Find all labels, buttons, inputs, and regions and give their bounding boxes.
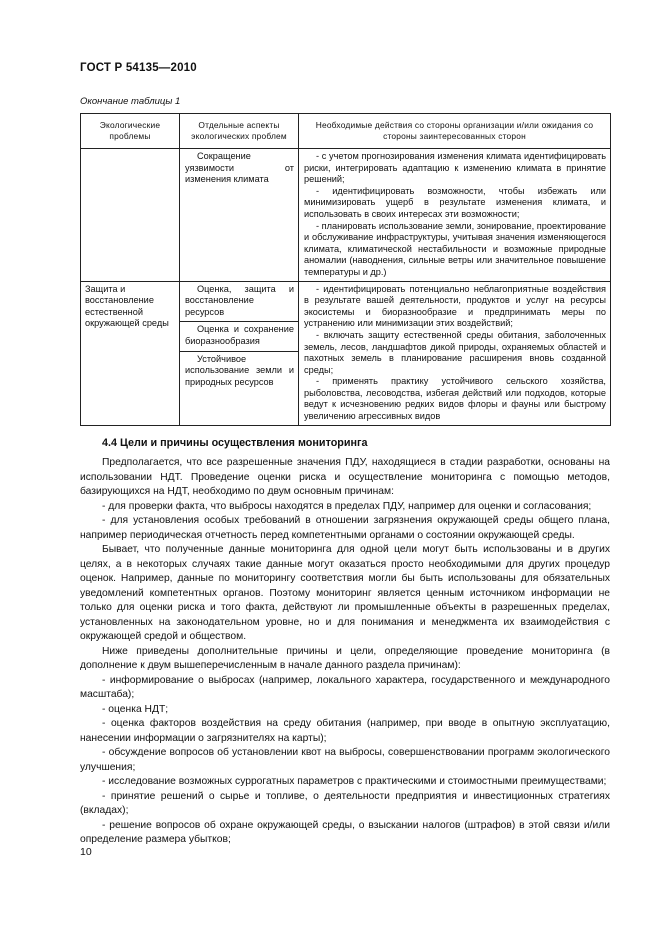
table-header-row: [81, 114, 611, 149]
paragraph: - оценка НДТ;: [102, 703, 169, 715]
environment-table: [80, 113, 611, 426]
section-body: [80, 456, 610, 848]
problem-cell: [81, 149, 180, 282]
actions-cell: [299, 281, 611, 425]
paragraph: - информирование о выбросах (например, локального характера, государственного и международного масштаба);: [80, 674, 610, 700]
action-item: - применять практику устойчивого сельского хозяйства, рыболовства, лесоводства, избегая действий или подходов, которые ведут к исчезновению редких видов флоры и фауны или быстрому увеличению агрессивных видов: [304, 376, 606, 422]
paragraph: - для проверки факта, что выбросы находятся в пределах ПДУ, например для оценки и согласования;: [102, 500, 592, 512]
header-problems: Экологические проблемы: [81, 114, 180, 149]
aspects-cell: [180, 149, 299, 282]
paragraph: - для установления особых требований в отношении загрязнения окружающей среды общего плана, например периодическая отчетность перед компетентными органами о состоянии окружающей среды.: [80, 515, 610, 541]
aspect-item: Оценка и сохранение биоразнообразия: [180, 322, 298, 351]
paragraph: - обсуждение вопросов об установлении квот на выбросы, совершенствовании программ экологического улучшения;: [80, 747, 610, 773]
action-item: - включать защиту естественной среды обитания, заболоченных земель, лесов, ландшафтов дикой природы, охраняемых областей и пахотных земель в планирование расширения вновь созданной среды;: [304, 329, 606, 375]
paragraph: - принятие решений о сырье и топливе, о деятельности предприятия и инвестиционных стратегиях (вкладах);: [80, 790, 610, 816]
action-item: - с учетом прогнозирования изменения климата идентифицировать риски, интегрировать адаптацию к изменению климата в принятие решений;: [304, 151, 606, 185]
paragraph: Ниже приведены дополнительные причины и цели, определяющие проведение мониторинга (в дополнение к двум вышеперечисленным в начале данного раздела причинам):: [80, 645, 610, 671]
paragraph: Бывает, что полученные данные мониторинга для одной цели могут быть использованы и в других целях, а в некоторых случаях такие данные могут оказаться просто необходимыми для других процедур оценок. Например, данные по мониторингу соответствия могли бы быть использованы для обязательных уведомлений компетентных органов. Поэтому мониторинг является ценным источником информации не только для оценки риска и того факта, действуют ли промышленные объекты в разрешенных пределах, установленных на законодательном уровне, но и для понимания и менеджмента их взаимодействия с окружающей средой и обществом.: [80, 544, 610, 642]
action-item: - идентифицировать потенциально неблагоприятные воздействия в результате вашей деятельности, продуктов и услуг на ресурсы экосистемы и биоразнообразие и предпринимать меры по устранению или минимизации этих воздействий;: [304, 283, 606, 329]
paragraph: - оценка факторов воздействия на среду обитания (например, при вводе в опытную эксплуатацию, нанесении информации о загрязнителях на карты);: [80, 718, 610, 744]
page-number: 10: [80, 846, 92, 858]
paragraph: Предполагается, что все разрешенные значения ПДУ, находящиеся в стадии разработки, основаны на использовании НДТ. Проведение оценки риска и осуществление мониторинга с помощью методов, базирующихся на НДТ, необходимо по двум основным причинам:: [80, 457, 610, 497]
problem-cell: Защита и восстановление естественной окружающей среды: [81, 281, 180, 425]
header-actions: Необходимые действия со стороны организации и/или ожидания со стороны заинтересованных сторон: [299, 114, 611, 149]
table-caption: Окончание таблицы 1: [80, 96, 181, 107]
aspects-cell: [180, 281, 299, 425]
paragraph: - исследование возможных суррогатных параметров с практическими и стоимостными преимуществами;: [102, 776, 607, 787]
actions-cell: [299, 149, 611, 282]
action-item: - планировать использование земли, зонирование, проектирование и обслуживание инфраструктуры, учитывая значения изменяющегося климата, климатической нестабильности и возможные природные аномалии (наводнения, сильные ветры или значительное повышение температуры и др.): [304, 220, 606, 277]
aspect-item: Устойчивое использование земли и природных ресурсов: [185, 353, 294, 387]
table-row: [81, 281, 611, 425]
table-row: [81, 149, 611, 282]
section-title: 4.4 Цели и причины осуществления мониторинга: [102, 437, 368, 449]
document-header: ГОСТ Р 54135—2010: [80, 62, 197, 74]
action-item: - идентифицировать возможности, чтобы избежать или минимизировать ущерб в результате изменения климата, и использовать в своих интересах эти возможности;: [304, 185, 606, 219]
aspect-item: Сокращение уязвимости от изменения климата: [185, 151, 294, 185]
aspect-item: Оценка, защита и восстановление ресурсов: [180, 282, 298, 323]
paragraph: - решение вопросов об охране окружающей среды, о взыскании налогов (штрафов) в этой связи и/или определение размера убытков;: [80, 819, 610, 845]
header-aspects: Отдельные аспекты экологических проблем: [180, 114, 299, 149]
